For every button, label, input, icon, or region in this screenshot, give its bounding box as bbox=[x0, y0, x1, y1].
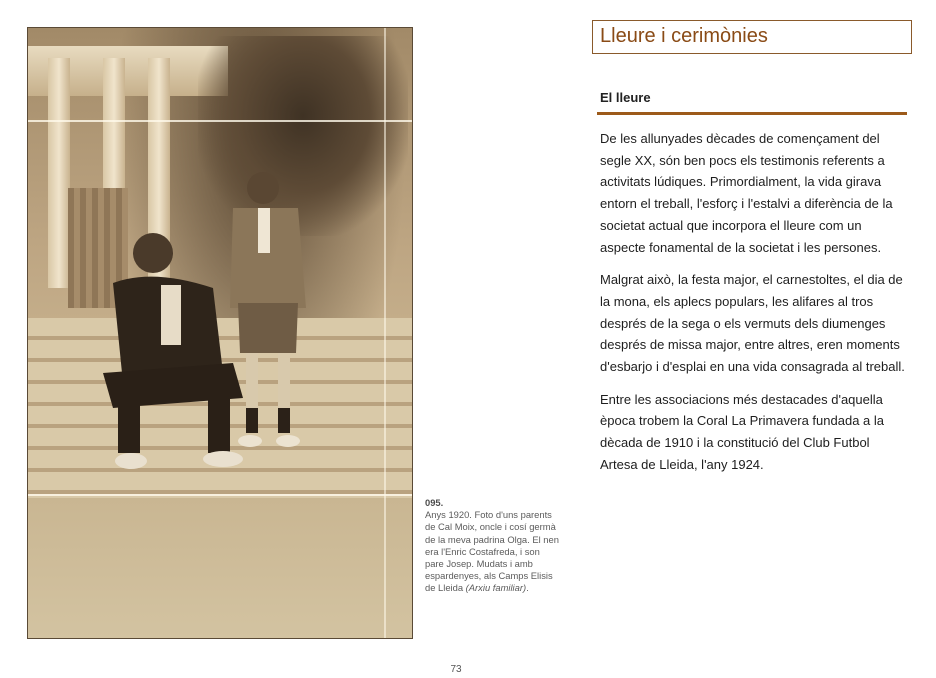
caption-number: 095. bbox=[425, 497, 444, 508]
section-title: Lleure i cerimònies bbox=[592, 20, 912, 54]
photo-crease bbox=[384, 28, 386, 638]
photo-crease bbox=[28, 120, 412, 122]
photo-caption bbox=[425, 497, 560, 595]
photo-crease bbox=[28, 494, 412, 496]
caption-source: (Arxiu familiar) bbox=[465, 582, 527, 594]
heading-rule bbox=[597, 112, 907, 115]
caption-text: Anys 1920. Foto d'uns parents de Cal Moix, oncle i cosí germà de la meva padrina Olga. El nen era l'Enric Costafreda, i son pare Josep. Mudats i amb espardenyes, als Camps Elisis de Lleida bbox=[425, 509, 559, 594]
body-text bbox=[600, 128, 910, 487]
caption-end: . bbox=[526, 582, 529, 594]
page-number: 73 bbox=[450, 664, 462, 675]
porch-column bbox=[48, 58, 70, 288]
paragraph: De les allunyades dècades de començament del segle XX, són ben pocs els testimonis referents a activitats lúdiques. Primordialment, la vida girava entorn el treball, l'esforç i l'estalvi a diferència de la societat actual que incorpora el lleure com un aspecte fonamental de la societat i les persones. bbox=[600, 131, 893, 255]
paragraph: Malgrat això, la festa major, el carnestoltes, el dia de la mona, els aplecs populars, les alifares al tros després de la sega o els vermuts dels diumenges després de missa major, entre altres, eren moments d'esbarjo i d'esplai en una vida consagrada al treball. bbox=[600, 272, 905, 375]
ground bbox=[28, 498, 412, 638]
subheading: El lleure bbox=[600, 90, 651, 105]
standing-boy-figure bbox=[208, 163, 328, 463]
historic-photograph bbox=[27, 27, 413, 639]
paragraph: Entre les associacions més destacades d'aquella època trobem la Coral La Primavera fundada a la dècada de 1910 i la constitució del Club Futbol Artesa de Lleida, l'any 1924. bbox=[600, 391, 884, 472]
